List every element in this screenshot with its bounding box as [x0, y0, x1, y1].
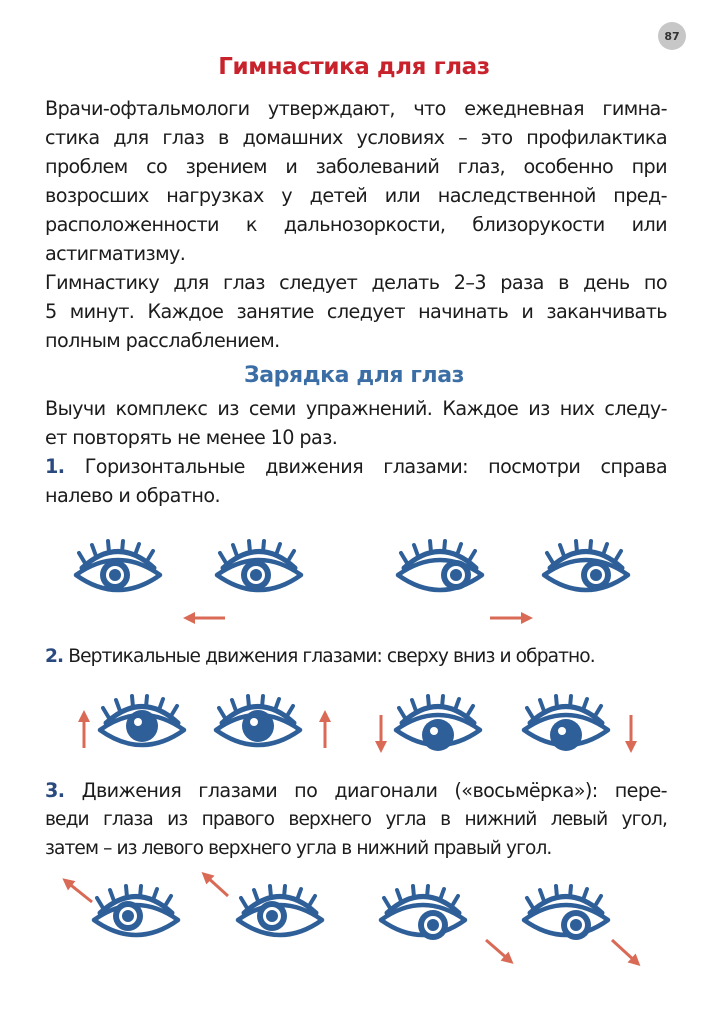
section-intro-line: ет повторять не менее 10 раз. — [45, 426, 338, 449]
exercise-number: 1. — [45, 455, 65, 478]
eye-icon — [76, 541, 160, 590]
exercise-3-text — [45, 776, 667, 863]
exercise-number: 2. — [45, 646, 64, 667]
exercise-line: 2. Вертикальные движения глазами: сверху вниз и обратно. — [45, 646, 595, 667]
eye-icon — [94, 886, 178, 935]
exercise-line: налево и обратно. — [45, 484, 220, 507]
exercise-line: 1. Горизонтальные движения глазами: посмотри справа — [45, 455, 667, 478]
eye-icon — [396, 696, 480, 751]
eye-icon — [398, 541, 482, 590]
page-title: Гимнастика для глаз — [218, 54, 490, 80]
eye-icon — [216, 696, 300, 745]
intro-line: 5 минут. Каждое занятие следует начинать и заканчивать — [45, 300, 667, 323]
exercise-1-illustration — [0, 530, 708, 630]
exercise-line: 3. Движения глазами по диагонали («восьмёрка»): пере- — [45, 779, 667, 802]
section-intro-line: Выучи комплекс из семи упражнений. Каждое из них следу- — [45, 397, 667, 420]
exercise-line: веди глаза из правого верхнего угла в нижний левый угол, — [45, 809, 667, 830]
exercise-3-illustration — [0, 870, 708, 970]
exercise-number: 3. — [45, 779, 65, 802]
intro-line: стика для глаз в домашних условиях – это профилактика — [45, 126, 667, 149]
arrow-down-right-icon — [612, 940, 636, 962]
exercise-line: затем – из левого верхнего угла в нижний правый угол. — [45, 838, 552, 859]
eye-icon — [238, 886, 322, 935]
eye-icon — [217, 541, 301, 590]
eye-icon — [524, 696, 608, 751]
exercise-1-text — [45, 452, 667, 510]
eye-icon — [524, 886, 608, 940]
intro-paragraph — [45, 94, 667, 355]
intro-line: проблем со зрением и заболеваний глаз, особенно при — [45, 155, 667, 178]
exercise-2-illustration — [0, 690, 708, 772]
section-title: Зарядка для глаз — [243, 363, 465, 388]
section-intro — [45, 394, 667, 452]
eye-icon — [381, 886, 465, 940]
intro-line: полным расслаблением. — [45, 329, 280, 352]
intro-line: астигматизму. — [45, 242, 186, 265]
page-number: 87 — [658, 22, 686, 50]
intro-line: Гимнастику для глаз следует делать 2–3 раза в день по — [45, 271, 667, 294]
exercise-2-text — [45, 642, 667, 671]
arrow-down-right-icon — [486, 940, 509, 960]
intro-line: расположенности к дальнозоркости, близорукости или — [45, 213, 667, 236]
eye-icon — [100, 696, 184, 745]
eye-icon — [544, 541, 628, 590]
intro-line: возросших нагрузках у детей или наследственной пред- — [45, 184, 667, 207]
intro-line: Врачи-офтальмологи утверждают, что ежедневная гимна- — [45, 97, 667, 120]
arrow-up-left-icon — [67, 882, 92, 902]
arrow-up-left-icon — [206, 876, 228, 896]
